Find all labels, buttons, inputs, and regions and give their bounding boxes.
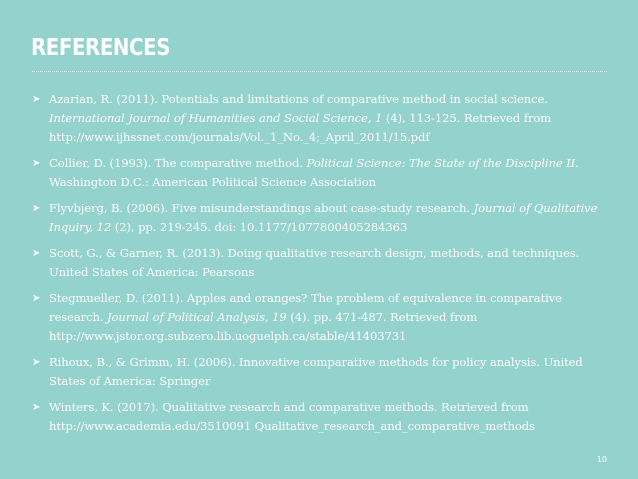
- reference-item: [32, 199, 607, 237]
- reference-source: International Journal of Humanities and Social Science, 1: [49, 111, 383, 125]
- reference-details: Washington D.C.: American Political Science Association: [49, 175, 377, 189]
- reference-text: Scott, G., & Garner, R. (2013). Doing qualitative research design, methods, and techniques. United States of America: Pearsons: [49, 246, 580, 279]
- reference-text: Rihoux, B., & Grimm, H. (2006). Innovative comparative methods for policy analysis. United States of America: Springer: [49, 355, 583, 388]
- reference-source: Journal of Political Analysis, 19: [107, 310, 287, 324]
- reference-item: [32, 398, 607, 436]
- reference-item: [32, 353, 607, 391]
- reference-source: Journal of Qualitative Inquiry, 12: [49, 201, 598, 234]
- arrow-bullet-icon: ➤: [32, 158, 41, 169]
- reference-item: [32, 90, 607, 147]
- slide-title: REFERENCES: [31, 35, 171, 61]
- title-divider: [32, 71, 607, 72]
- reference-item: [32, 289, 607, 346]
- reference-text: Azarian, R. (2011). Potentials and limitations of comparative method in social science.: [49, 92, 548, 106]
- arrow-bullet-icon: ➤: [32, 357, 41, 368]
- reference-text: Stegmueller, D. (2011). Apples and oranges? The problem of equivalence in comparative research.: [49, 291, 562, 324]
- reference-text: Winters, K. (2017). Qualitative research and comparative methods. Retrieved from http://www.academia.edu/3510091 Qualitative_research_and_comparative_methods: [49, 400, 535, 433]
- reference-source: Political Science: The State of the Discipline II.: [306, 156, 579, 170]
- reference-list: [32, 90, 607, 443]
- page-number: 10: [596, 455, 607, 464]
- reference-details: (4), 113-125. Retrieved from http://www.ijhssnet.com/journals/Vol._1_No._4;_April_2011/15.pdf: [49, 111, 552, 144]
- arrow-bullet-icon: ➤: [32, 203, 41, 214]
- arrow-bullet-icon: ➤: [32, 402, 41, 413]
- arrow-bullet-icon: ➤: [32, 248, 41, 259]
- reference-item: [32, 244, 607, 282]
- reference-text: Collier, D. (1993). The comparative method.: [49, 156, 307, 170]
- reference-details: (2), pp. 219-245. doi: 10.1177/1077800405284363: [111, 220, 408, 234]
- reference-item: [32, 154, 607, 192]
- reference-details: (4). pp. 471-487. Retrieved from http://www.jstor.org.subzero.lib.uoguelph.ca/stable/41403731: [49, 310, 478, 343]
- reference-text: Flyvbjerg, B. (2006). Five misunderstandings about case-study research.: [49, 201, 474, 215]
- arrow-bullet-icon: ➤: [32, 94, 41, 105]
- arrow-bullet-icon: ➤: [32, 293, 41, 304]
